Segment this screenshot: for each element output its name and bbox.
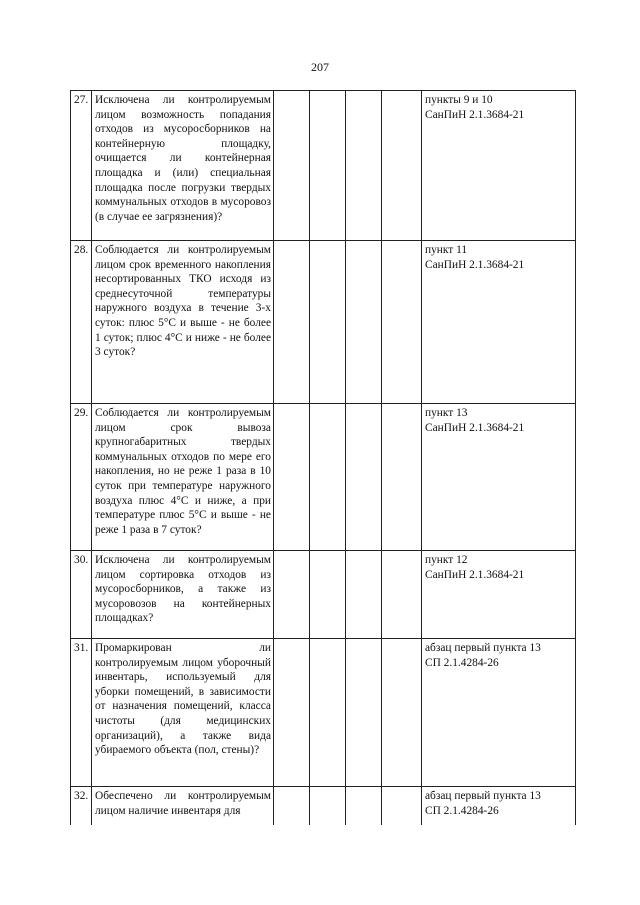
row-question: Соблюдается ли контролируемым лицом срок вывоза крупногабаритных твердых коммунальных отходов по мере его накопления, но не реже 1 раза в 10 суток при температуре наружного воздуха плюс 4°С и ниже, а при температуре плюс 5°С и выше - не реже 1 раза в 7 суток? (92, 404, 274, 551)
answer-cell-no (310, 91, 346, 241)
answer-cell-yes (274, 404, 310, 551)
comment-cell (382, 404, 422, 551)
answer-cell-na (346, 639, 382, 787)
table-row (71, 551, 576, 639)
comment-cell (382, 91, 422, 241)
page-number: 207 (311, 60, 329, 74)
row-number: 29. (71, 404, 92, 551)
table-row (71, 404, 576, 551)
answer-cell-na (346, 787, 382, 825)
answer-cell-yes (274, 639, 310, 787)
row-number: 31. (71, 639, 92, 787)
row-reference: абзац первый пункта 13 СП 2.1.4284-26 (422, 639, 576, 787)
row-reference: пункт 11 СанПиН 2.1.3684-21 (422, 241, 576, 404)
answer-cell-no (310, 639, 346, 787)
row-reference: абзац первый пункта 13 СП 2.1.4284-26 (422, 787, 576, 825)
row-number: 30. (71, 551, 92, 639)
answer-cell-no (310, 404, 346, 551)
table-row (71, 639, 576, 787)
answer-cell-yes (274, 91, 310, 241)
answer-cell-yes (274, 787, 310, 825)
row-question: Обеспечено ли контролируемым лицом наличие инвентаря для (92, 787, 274, 825)
row-reference: пункт 12 СанПиН 2.1.3684-21 (422, 551, 576, 639)
table-row (71, 241, 576, 404)
row-number: 32. (71, 787, 92, 825)
comment-cell (382, 639, 422, 787)
answer-cell-no (310, 787, 346, 825)
row-number: 28. (71, 241, 92, 404)
checklist-table (70, 90, 576, 825)
answer-cell-no (310, 241, 346, 404)
answer-cell-na (346, 241, 382, 404)
comment-cell (382, 241, 422, 404)
answer-cell-na (346, 551, 382, 639)
table-row (71, 787, 576, 825)
row-number: 27. (71, 91, 92, 241)
answer-cell-na (346, 91, 382, 241)
row-question: Исключена ли контролируемым лицом возможность попадания отходов из мусоросборников на контейнерную площадку, очищается ли контейнерная площадка и (или) специальная площадка после погрузки твердых коммунальных отходов в мусоровоз (в случае ее загрязнения)? (92, 91, 274, 241)
answer-cell-no (310, 551, 346, 639)
table-row (71, 91, 576, 241)
answer-cell-yes (274, 551, 310, 639)
answer-cell-yes (274, 241, 310, 404)
row-question: Исключена ли контролируемым лицом сортировка отходов из мусоросборников, а также из мусоровозов на контейнерных площадках? (92, 551, 274, 639)
row-question: Промаркирован ли контролируемым лицом уборочный инвентарь, используемый для уборки помещений, в зависимости от назначения помещений, класса чистоты (для медицинских организаций), а также вида убираемого объекта (пол, стены)? (92, 639, 274, 787)
row-reference: пункт 13 СанПиН 2.1.3684-21 (422, 404, 576, 551)
answer-cell-na (346, 404, 382, 551)
row-question: Соблюдается ли контролируемым лицом срок временного накопления несортированных ТКО исходя из среднесуточной температуры наружного воздуха в течение 3-х суток: плюс 5°С и выше - не более 1 суток; плюс 4°С и ниже - не более 3 суток? (92, 241, 274, 404)
row-reference: пункты 9 и 10 СанПиН 2.1.3684-21 (422, 91, 576, 241)
comment-cell (382, 551, 422, 639)
comment-cell (382, 787, 422, 825)
